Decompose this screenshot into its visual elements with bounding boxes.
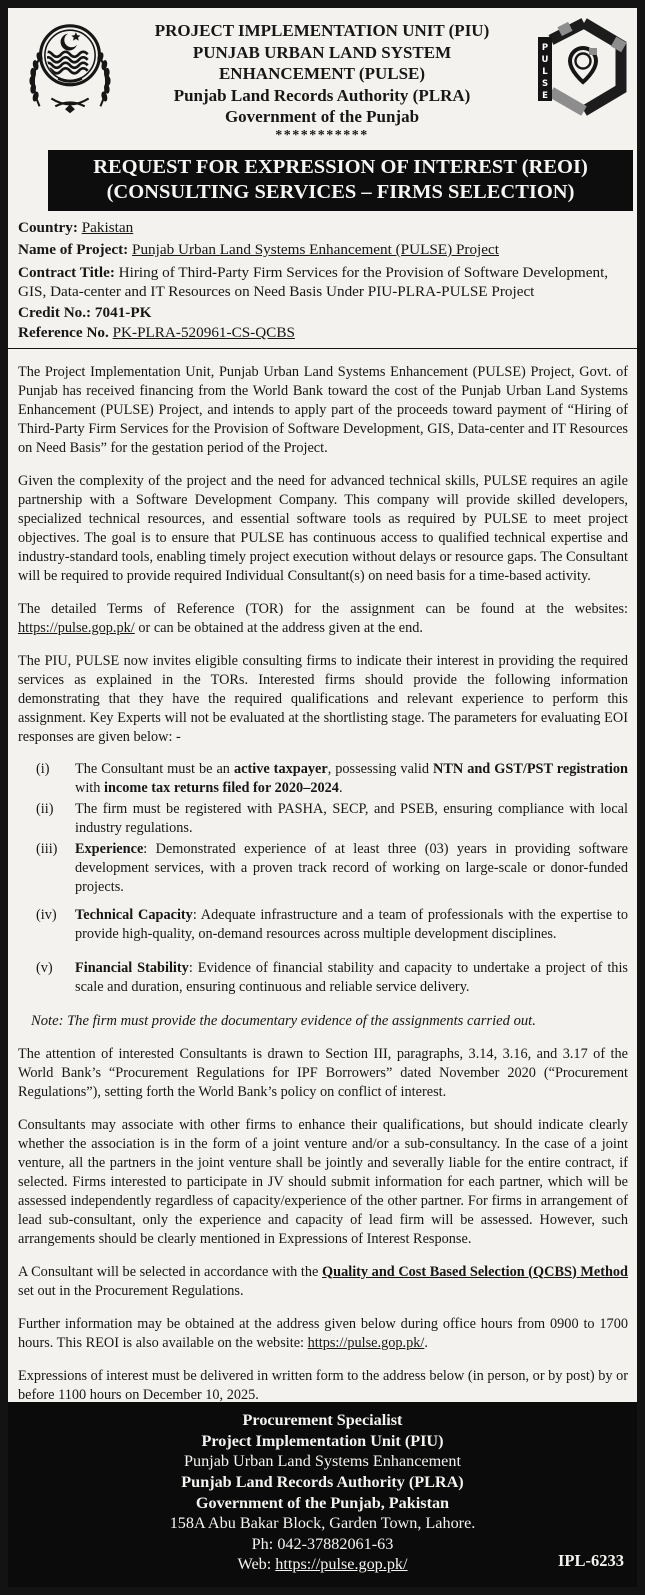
- qcbs-method: Quality and Cost Based Selection (QCBS) Method: [322, 1263, 628, 1280]
- list-item: [18, 800, 628, 838]
- credit-no-row: [18, 303, 628, 323]
- list-item-bold: active taxpayer: [233, 760, 328, 777]
- list-item-text: : Demonstrated experience of at least three (03) years in providing software development services, with a proven track record of working on large-scale or donor-funded projects.: [75, 840, 628, 895]
- paragraph-financing: The Project Implementation Unit, Punjab Urban Land Systems Enhancement (PULSE) Project, Govt. of Punjab has received financing from the World Bank toward the cost of the Punjab Urban Land Systems Enhancement (PULSE) Project, and intends to apply part of the proceeds toward payment of “Hiring of Third-Party Firm Services for the Provision of Software Development, GIS, Data-center and IT Resources on Need Basis” for the gestation period of the Project.: [18, 363, 628, 456]
- header-title-line: PUNJAB URBAN LAND SYSTEM: [192, 42, 452, 62]
- header-title-line: Punjab Land Records Authority (PLRA): [173, 85, 471, 105]
- documentary-evidence-note: Note: The firm must provide the documentary evidence of the assignments carried out.: [31, 1012, 536, 1029]
- pulse-letter: E: [542, 91, 548, 101]
- list-item-marker: (iv): [36, 906, 57, 923]
- paragraph-procurement-regulations: The attention of interested Consultants is drawn to Section III, paragraphs, 3.14, 3.16, and 3.17 of the World Bank’s “Procurement Regulations for IPF Borrowers” dated November 2020 (“Procurement Regulations”), setting forth the World Bank’s policy on conflict of interest.: [18, 1045, 628, 1100]
- country-row: [18, 218, 628, 238]
- tor-text-pre: The detailed Terms of Reference (TOR) for the assignment can be found at the websites:: [18, 600, 628, 617]
- footer-line: Punjab Land Records Authority (PLRA): [181, 1473, 464, 1492]
- list-item-bold: Technical Capacity: [75, 906, 193, 923]
- list-item-bold: NTN and GST/PST registration: [433, 760, 628, 777]
- paragraph-further-information: [18, 1315, 628, 1353]
- header-title-line: Government of the Punjab: [224, 107, 420, 126]
- tor-text-post: or can be obtained at the address given at the end.: [134, 619, 423, 636]
- project-name-row: [18, 240, 628, 260]
- banner-line-1: REQUEST FOR EXPRESSION OF INTEREST (REOI): [93, 155, 588, 178]
- footer-web-row: [8, 1554, 637, 1575]
- contact-footer: [8, 1402, 637, 1587]
- list-item-text: : Adequate infrastructure and a team of professionals with the expertise to provide high-quality, on-demand resources across multiple development disciplines.: [75, 906, 628, 942]
- qcbs-text-pre: A Consultant will be selected in accordance with the: [18, 1263, 322, 1280]
- list-item-text: : Evidence of financial stability and capacity to undertake a project of this scale and duration, ensuring continuous and reliable service delivery.: [75, 959, 628, 995]
- list-item: [18, 906, 628, 944]
- footer-phone: Ph: 042-37882061-63: [251, 1534, 394, 1553]
- ipl-number: IPL-6233: [558, 1551, 624, 1571]
- header: [8, 8, 637, 143]
- list-item-text: .: [338, 779, 343, 796]
- list-item: [18, 760, 628, 798]
- list-item-marker: (i): [36, 760, 50, 777]
- footer-line: Procurement Specialist: [242, 1411, 403, 1430]
- punjab-crest-icon: [16, 15, 124, 127]
- list-item: [18, 959, 628, 997]
- pulse-hexagon-icon: [521, 15, 631, 127]
- list-item-text: with: [75, 779, 104, 796]
- notice-body: [8, 349, 637, 1403]
- further-info-pre: Further information may be obtained at the address given below during office hours from 0900 to 1700 hours. This REOI is also available on the website:: [18, 1315, 628, 1351]
- footer-line: Government of the Punjab, Pakistan: [195, 1493, 450, 1512]
- country-value: Pakistan: [81, 218, 134, 236]
- list-item-marker: (ii): [36, 800, 54, 817]
- project-name-value: Punjab Urban Land Systems Enhancement (PULSE) Project: [132, 241, 499, 258]
- pulse-website-link[interactable]: https://pulse.gop.pk/: [18, 619, 135, 636]
- stars-separator: ***********: [275, 127, 369, 143]
- paragraph-qcbs: [18, 1263, 628, 1301]
- list-item-bold: Experience: [75, 840, 144, 857]
- pulse-letter: U: [541, 55, 549, 65]
- list-item-marker: (v): [36, 959, 53, 976]
- country-label: Country:: [18, 218, 78, 236]
- contract-title-row: [18, 263, 628, 302]
- reference-no-label: Reference No.: [18, 324, 109, 341]
- reoi-banner: [48, 150, 633, 211]
- list-item-bold: income tax returns filed for 2020–2024: [104, 779, 339, 796]
- pulse-letter: L: [542, 67, 548, 77]
- credit-no-value: 7041-PK: [94, 303, 152, 321]
- qcbs-text-post: set out in the Procurement Regulations.: [18, 1282, 244, 1299]
- pulse-letter: P: [541, 43, 549, 53]
- further-info-post: .: [424, 1334, 428, 1351]
- reference-no-value: PK-PLRA-520961-CS-QCBS: [112, 324, 295, 341]
- header-title-line: PROJECT IMPLEMENTATION UNIT (PIU): [154, 21, 490, 40]
- credit-no-label: Credit No.:: [18, 303, 92, 321]
- list-item: [18, 840, 628, 897]
- paragraph-invitation: The PIU, PULSE now invites eligible consulting firms to indicate their interest in providing the required services as explained in the TORs. Interested firms should provide the following information demonstrating that they have the required qualifications and relevant experience to perform this assignment. Key Experts will not be evaluated at the shortlisting stage. The parameters for evaluating EOI responses are given below: -: [18, 652, 628, 745]
- pulse-letter: S: [541, 79, 549, 89]
- list-item-text: The Consultant must be an: [75, 760, 234, 777]
- header-title-block: [128, 15, 516, 143]
- project-meta: [8, 211, 637, 344]
- footer-web-label: Web:: [237, 1555, 276, 1574]
- list-item-bold: Financial Stability: [75, 959, 189, 976]
- list-item-text: The firm must be registered with PASHA, SECP, and PSEB, ensuring compliance with local industry regulations.: [75, 800, 628, 836]
- footer-line: Project Implementation Unit (PIU): [201, 1431, 444, 1450]
- paragraph-partnership: Given the complexity of the project and the need for advanced technical skills, PULSE requires an agile partnership with a Software Development Company. This company will provide skilled developers, specialized technical resources, and essential software tools as required by PULSE to meet project objectives. The goal is to ensure that PULSE has continuous access to qualified technical expertise and industry-standard tools, enabling timely project execution without delays or resource gaps. The Consultant will be required to provide required Individual Consultant(s) on need basis for a time-based activity.: [18, 472, 628, 584]
- footer-address: 158A Abu Bakar Block, Garden Town, Lahore.: [169, 1514, 476, 1533]
- list-item-text: , possessing valid: [327, 760, 434, 777]
- punjab-government-crest-logo: [16, 15, 128, 132]
- contract-title-value: Hiring of Third-Party Firm Services for the Provision of Software Development, GIS, Data-center and IT Resources on Need Basis Under PIU-PLRA-PULSE Project: [18, 263, 609, 300]
- project-name-label: Name of Project:: [18, 241, 129, 258]
- paragraph-tor: [18, 600, 628, 638]
- contract-title-label: Contract Title:: [18, 263, 115, 281]
- pulse-logo: [516, 15, 631, 132]
- footer-website-link[interactable]: https://pulse.gop.pk/: [275, 1555, 408, 1574]
- reference-no-row: [18, 323, 628, 343]
- header-title-line: ENHANCEMENT (PULSE): [218, 64, 426, 83]
- eoi-criteria-list: [18, 760, 628, 997]
- pulse-website-link[interactable]: https://pulse.gop.pk/: [307, 1334, 425, 1351]
- footer-line: Punjab Urban Land Systems Enhancement: [184, 1452, 461, 1471]
- list-item-marker: (iii): [36, 840, 58, 857]
- paragraph-joint-venture: Consultants may associate with other firms to enhance their qualifications, but should indicate clearly whether the association is in the form of a joint venture and/or a sub-consultancy. In the case of a joint venture, all the partners in the joint venture shall be jointly and severally liable for the entire contract, if selected. Firms interested to participate in JV should submit information for each partner, which will be assessed independently regardless of capacity/experience of the other partner. For firms in arrangement of lead sub-consultant, only the experience and capacity of lead firm will be assessed. However, such arrangements should be clearly mentioned in Expressions of Interest Response.: [18, 1116, 628, 1247]
- banner-line-2: (CONSULTING SERVICES – FIRMS SELECTION): [106, 180, 575, 203]
- paragraph-submission-deadline: Expressions of interest must be delivered in written form to the address below (in person, or by post) by or before 1100 hours on December 10, 2025.: [18, 1367, 628, 1403]
